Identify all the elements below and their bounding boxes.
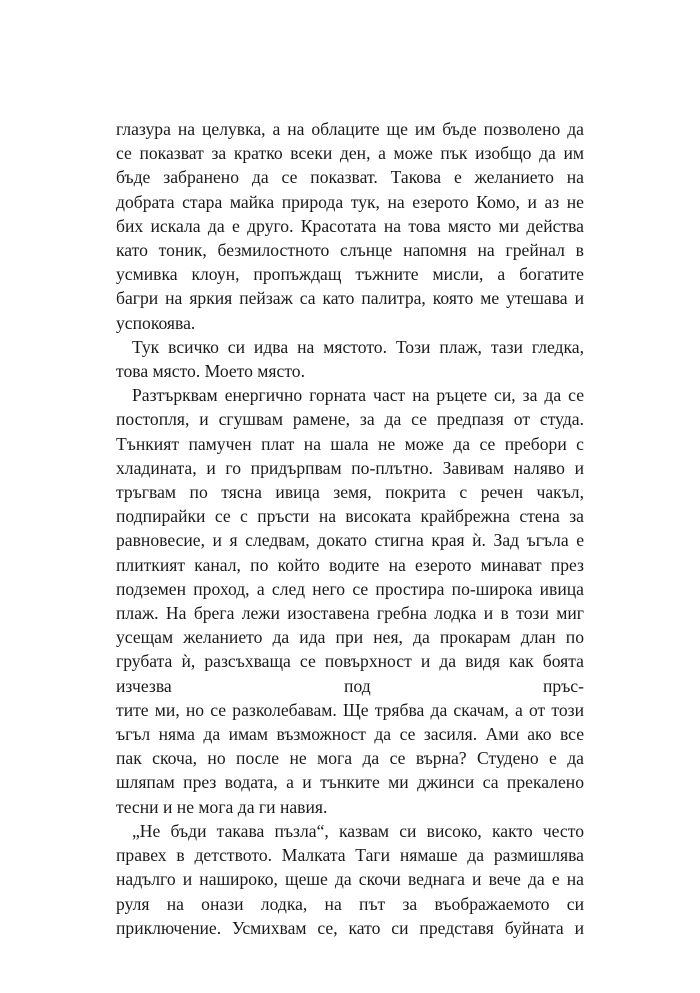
text-line: плаж. На брега лежи изоставена гребна лодка и в този миг bbox=[116, 603, 584, 624]
text-line: глазура на целувка, а на облаците ще им бъде позволено да bbox=[116, 119, 584, 139]
text-line: постопля, и сгушвам рамене, за да се предпазя от студа. bbox=[116, 409, 584, 430]
text-line: плиткият канал, по който водите на езерото минават през bbox=[116, 554, 584, 575]
text-line: се показват за кратко всеки ден, а може пък изобщо да им bbox=[116, 143, 584, 164]
text-line: пак скоча, но после не мога да се върна? Студено е да bbox=[116, 748, 584, 769]
text-line: надълго и нашироко, щеше да скочи веднага и вече да е на bbox=[116, 869, 584, 890]
text-line: равновесие, и я следвам, докато стигна края ѝ. Зад ъгъла е bbox=[116, 530, 584, 551]
body-text bbox=[116, 117, 584, 940]
text-line: багри на яркия пейзаж са като палитра, която ме утешава и bbox=[116, 288, 584, 309]
text-line: ъгъл няма да имам възможност да се засиля. Ами ако все bbox=[116, 724, 584, 745]
text-line: подземен проход, а след него се простира по-широка ивица bbox=[116, 578, 584, 599]
text-line: добрата стара майка природа тук, на езерото Комо, и аз не bbox=[116, 191, 584, 212]
text-line: тесни и не мога да ги навия. bbox=[116, 796, 328, 817]
text-line: Тук всичко си идва на мястото. Този плаж, тази гледка, bbox=[132, 336, 584, 357]
text-line: руля на онази лодка, на път за въображаемото си bbox=[116, 893, 584, 914]
text-line: приключение. Усмихвам се, като си представя буйната и bbox=[116, 917, 584, 938]
spread-text-line bbox=[116, 674, 584, 698]
text-line: шляпам през водата, а и тънките ми джинси са прекалено bbox=[116, 772, 584, 793]
text-line: успокоява. bbox=[116, 312, 196, 333]
text-line: „Не бъди такава пъзла“, казвам си високо, както често bbox=[132, 820, 584, 841]
paragraph-2 bbox=[116, 335, 584, 383]
text-line: усмивка клоун, пропъждащ тъжните мисли, а богатите bbox=[116, 264, 584, 285]
text-line: тръгвам по тясна ивица земя, покрита с речен чакъл, bbox=[116, 482, 584, 503]
text-line: като тоник, безмилостното слънце напомня на грейнал в bbox=[116, 240, 584, 261]
text-line: Тънкият памучен плат на шала не може да се пребори с bbox=[116, 433, 584, 454]
paragraph-4 bbox=[116, 819, 584, 940]
paragraph-1 bbox=[116, 117, 584, 335]
text-line: хладината, и го придърпвам по-плътно. Завивам наляво и bbox=[116, 457, 584, 478]
text-line: грубата ѝ, разсъхваща се повърхност и да видя как боята bbox=[116, 651, 584, 672]
text-line: подпирайки се с пръсти на високата крайбрежна стена за bbox=[116, 506, 584, 527]
text-line: правех в детството. Малката Таги нямаше да размишлява bbox=[116, 845, 584, 866]
spread-word: под bbox=[344, 675, 371, 696]
spread-word: пръс- bbox=[543, 675, 584, 696]
text-line: усещам желанието да ида при нея, да прокарам длан по bbox=[116, 627, 584, 648]
text-line: това място. Моето място. bbox=[116, 361, 305, 382]
text-line: тите ми, но се разколебавам. Ще трябва да скачам, а от този bbox=[116, 699, 584, 720]
spread-word: изчезва bbox=[116, 675, 172, 696]
paragraph-3 bbox=[116, 383, 584, 819]
text-line: бъде забранено да се показват. Такова е желанието на bbox=[116, 167, 584, 188]
text-line: бих искала да е друго. Красотата на това място ми действа bbox=[116, 215, 584, 236]
text-line: Разтърквам енергично горната част на ръцете си, за да се bbox=[132, 385, 584, 406]
